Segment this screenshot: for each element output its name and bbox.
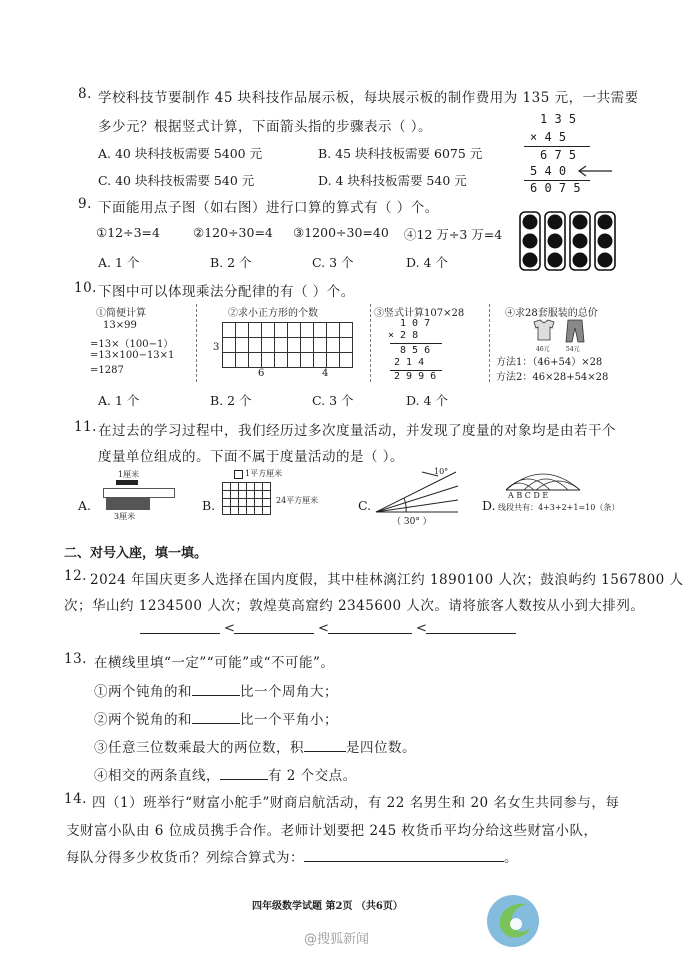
- dot: [598, 253, 613, 268]
- q13-number: 13.: [64, 651, 87, 667]
- q11-d-label: D.: [482, 498, 496, 513]
- grid-cell: [274, 337, 288, 353]
- q10-p1-line2: =13×（100−1）: [90, 339, 174, 350]
- q14-text-line2: 支财富小队由 6 位成员携手合作。老师计划要把 245 枚货币平均分给这些财富小队，: [66, 823, 598, 839]
- q10-divider-3: [489, 304, 490, 382]
- page-footer: 四年级数学试题 第2页 （共6页）: [252, 901, 403, 912]
- q13-item-1-a: ①两个钝角的和: [94, 684, 192, 700]
- sohu-news-logo-icon: [484, 892, 542, 950]
- dot: [523, 215, 538, 230]
- grid-cell: [287, 322, 301, 338]
- q10-p1-line1: 13×99: [103, 320, 137, 331]
- q13-item-1-b: 比一个周角大；: [240, 684, 338, 700]
- grid-cell: [262, 506, 271, 515]
- dot: [598, 234, 613, 249]
- q9-option-c: C. 3 个: [312, 255, 354, 270]
- dot-diagram: [518, 210, 618, 274]
- q13-item-2-b: 比一个平角小；: [240, 712, 338, 728]
- q10-p1-line3: =13×100−13×1: [90, 350, 175, 361]
- grid-cell: [274, 352, 288, 368]
- q8-text-line1: 学校科技节要制作 45 块科技作品展示板，每块展示板的制作费用为 135 元，一共需要: [98, 90, 639, 106]
- q9-expr-1: ①12÷3=4: [96, 225, 160, 240]
- dot: [573, 253, 588, 268]
- dot: [598, 215, 613, 230]
- q10-p4-price1: 46元: [536, 346, 550, 353]
- q13-item-4: [94, 764, 357, 784]
- grid-cell: [261, 322, 275, 338]
- grid-cell: [235, 337, 249, 353]
- q10-option-a: A. 1 个: [98, 393, 140, 408]
- q13-blank-3[interactable]: [304, 739, 346, 752]
- grid-cell: [248, 337, 262, 353]
- q10-square-grid: [222, 322, 352, 367]
- q10-text: 下图中可以体现乘法分配律的有（ ）个。: [98, 284, 355, 300]
- q13-item-3: [94, 736, 416, 756]
- q11-c-label: C.: [358, 498, 372, 513]
- q11-a-unit-bar: [116, 480, 138, 485]
- q8-calc-line1: [524, 146, 590, 147]
- q11-a-ruler: [103, 488, 175, 498]
- grid-cell: [222, 322, 236, 338]
- dot: [548, 234, 563, 249]
- q9-expr-2: ②120÷30=4: [193, 225, 273, 240]
- q9-text: 下面能用点子图（如右图）进行口算的算式有（ ）个。: [98, 200, 439, 216]
- watermark-text: @搜狐新闻: [304, 932, 370, 947]
- q8-calc-row1: 1 3 5: [540, 112, 577, 126]
- q10-p4-title: ④求28套服装的总价: [505, 308, 598, 319]
- q13-blank-2[interactable]: [192, 711, 240, 724]
- grid-cell: [326, 352, 340, 368]
- q10-divider-2: [370, 304, 371, 382]
- q11-number: 11.: [74, 419, 97, 435]
- q14-number: 14.: [64, 791, 87, 807]
- grid-cell: [313, 337, 327, 353]
- q9-number: 9.: [78, 196, 92, 212]
- grid-cell: [235, 322, 249, 338]
- q10-option-d: D. 4 个: [406, 393, 448, 408]
- dot: [573, 215, 588, 230]
- q10-p4-price2: 54元: [566, 346, 580, 353]
- q8-number: 8.: [78, 86, 92, 102]
- grid-cell: [261, 352, 275, 368]
- q13-item-4-b: 有 2 个交点。: [268, 768, 357, 784]
- grid-cell: [326, 322, 340, 338]
- q10-p3-row5: 2 9 9 6: [394, 371, 437, 382]
- q8-text-line2: 多少元？根据竖式计算，下面箭头指的步骤表示（ ）。: [98, 119, 433, 135]
- grid-cell: [313, 322, 327, 338]
- q12-number: 12.: [64, 568, 87, 584]
- grid-cell: [222, 352, 236, 368]
- grid-cell: [313, 352, 327, 368]
- q11-a-top-label: 1厘米: [118, 470, 140, 479]
- grid-cell: [287, 337, 301, 353]
- grid-cell: [287, 352, 301, 368]
- q12-text-line1: 2024 年国庆更多人选择在国内度假，其中桂林漓江约 1890100 人次；鼓浪屿约 1567800 人: [90, 572, 684, 588]
- q10-p3-line1: [390, 343, 442, 344]
- q13-text: 在横线里填“一定”“可能”或“不可能”。: [94, 655, 335, 671]
- q12-blank-3[interactable]: [328, 633, 412, 634]
- arrow-left-icon: [574, 164, 614, 178]
- q11-b-label: B.: [202, 498, 216, 513]
- q9-expr-4: ④12 万÷3 万=4: [404, 227, 503, 242]
- q12-blank-2[interactable]: [234, 633, 314, 634]
- grid-cell: [300, 337, 314, 353]
- q10-option-c: C. 3 个: [312, 393, 354, 408]
- q10-p3-title: ③竖式计算107×28: [374, 308, 465, 319]
- q10-p2-title: ②求小正方形的个数: [228, 308, 318, 319]
- q11-text-line1: 在过去的学习过程中，我们经历过多次度量活动，并发现了度量的对象均是由若干个: [98, 423, 616, 439]
- q11-d-text: 线段共有：4+3+2+1=10（条）: [498, 503, 620, 512]
- section-2-heading: 二、对号入座，填一填。: [64, 546, 208, 561]
- grid-cell: [235, 352, 249, 368]
- q10-p2-bottom1: 6: [258, 368, 265, 379]
- q10-p3-row4: 2 1 4: [394, 357, 425, 368]
- q8-option-d: D. 4 块科技板需要 540 元: [318, 173, 467, 188]
- q14-text-line3: [66, 846, 518, 866]
- q11-a-measured-bar: [106, 498, 150, 510]
- dot: [548, 215, 563, 230]
- q10-p1-title: ①简便计算: [96, 308, 146, 319]
- q10-p3-row1: 1 0 7: [400, 318, 431, 329]
- q14-line3-text: 每队分得多少枚货币？列综合算式为：: [66, 850, 304, 866]
- q10-p3-row3: 8 5 6: [400, 345, 431, 356]
- q9-option-d: D. 4 个: [406, 255, 448, 270]
- q13-item-2: [94, 708, 338, 728]
- q11-d-letters: A B C D E: [508, 491, 549, 500]
- q10-p1-line4: =1287: [90, 365, 124, 376]
- q13-item-3-a: ③任意三位数乘最大的两位数，积: [94, 740, 304, 756]
- q9-expr-3: ③1200÷30=40: [293, 225, 389, 240]
- q13-blank-4[interactable]: [220, 767, 268, 780]
- q11-b-right-label: 24平方厘米: [276, 496, 319, 505]
- grid-cell: [300, 352, 314, 368]
- q9-option-a: A. 1 个: [98, 255, 140, 270]
- q10-p4-method1: 方法1：（46+54）×28: [496, 357, 603, 368]
- q8-calc-row5: 6 0 7 5: [530, 181, 581, 195]
- grid-cell: [248, 352, 262, 368]
- q8-option-b: B. 45 块科技板需要 6075 元: [318, 146, 483, 161]
- dot: [548, 253, 563, 268]
- q10-p4-method2: 方法2：46×28+54×28: [496, 372, 609, 383]
- grid-cell: [339, 352, 353, 368]
- q8-calc-row4: 5 4 0: [530, 164, 567, 178]
- q11-c-top-label: 10°: [434, 467, 449, 476]
- grid-cell: [248, 322, 262, 338]
- grid-cell: [261, 337, 275, 353]
- grid-cell: [339, 337, 353, 353]
- grid-cell: [222, 337, 236, 353]
- grid-cell: [339, 322, 353, 338]
- q10-number: 10.: [74, 280, 97, 296]
- clothing-icon: [530, 318, 590, 344]
- angle-diagram: [372, 470, 462, 516]
- q13-item-1: [94, 680, 338, 700]
- q8-option-c: C. 40 块科技板需要 540 元: [98, 173, 255, 188]
- q10-p2-left: 3: [213, 342, 220, 353]
- q13-item-3-b: 是四位数。: [346, 740, 416, 756]
- dot: [523, 234, 538, 249]
- q14-line3-end: 。: [504, 850, 518, 866]
- q10-option-b: B. 2 个: [210, 393, 252, 408]
- grid-cell: [326, 337, 340, 353]
- grid-cell: [300, 322, 314, 338]
- grid-cell: [274, 322, 288, 338]
- q8-option-a: A. 40 块科技板需要 5400 元: [98, 146, 263, 161]
- dot: [573, 234, 588, 249]
- q10-p3-row2: × 2 8: [388, 330, 419, 341]
- q14-text-line1: 四（1）班举行“财富小舵手”财商启航活动，有 22 名男生和 20 名女生共同参与，每: [92, 795, 620, 811]
- segments-arc-diagram: [498, 466, 588, 494]
- q11-b-unit-square: [234, 470, 243, 479]
- q11-c-bottom-label: （ 30° ）: [392, 517, 432, 527]
- q11-text-line2: 度量单位组成的。下面不属于度量活动的是（ ）。: [98, 449, 405, 465]
- q8-calc-row2: × 4 5: [530, 130, 567, 144]
- q9-option-b: B. 2 个: [210, 255, 252, 270]
- q12-sign-2: <: [318, 621, 329, 636]
- dot: [523, 253, 538, 268]
- q10-p2-bottom2: 4: [322, 368, 329, 379]
- q13-item-4-a: ④相交的两条直线，: [94, 768, 220, 784]
- q14-blank[interactable]: [304, 849, 504, 862]
- q11-a-label: A.: [78, 498, 92, 513]
- q10-divider-1: [196, 304, 197, 382]
- q12-blank-4[interactable]: [426, 633, 516, 634]
- q12-sign-1: <: [224, 621, 235, 636]
- q13-item-2-a: ②两个锐角的和: [94, 712, 192, 728]
- q11-b-grid: [222, 482, 270, 514]
- q13-blank-1[interactable]: [192, 683, 240, 696]
- q11-a-bottom-label: 3厘米: [114, 512, 136, 521]
- q12-sign-3: <: [416, 621, 427, 636]
- q12-text-line2: 次；华山约 1234500 人次；敦煌莫高窟约 2345600 人次。请将旅客人数按从小到大排列。: [64, 598, 645, 614]
- q8-calc-row3: 6 7 5: [540, 148, 577, 162]
- q11-b-top-label: 1平方厘米: [245, 469, 283, 478]
- q12-blank-1[interactable]: [140, 633, 220, 634]
